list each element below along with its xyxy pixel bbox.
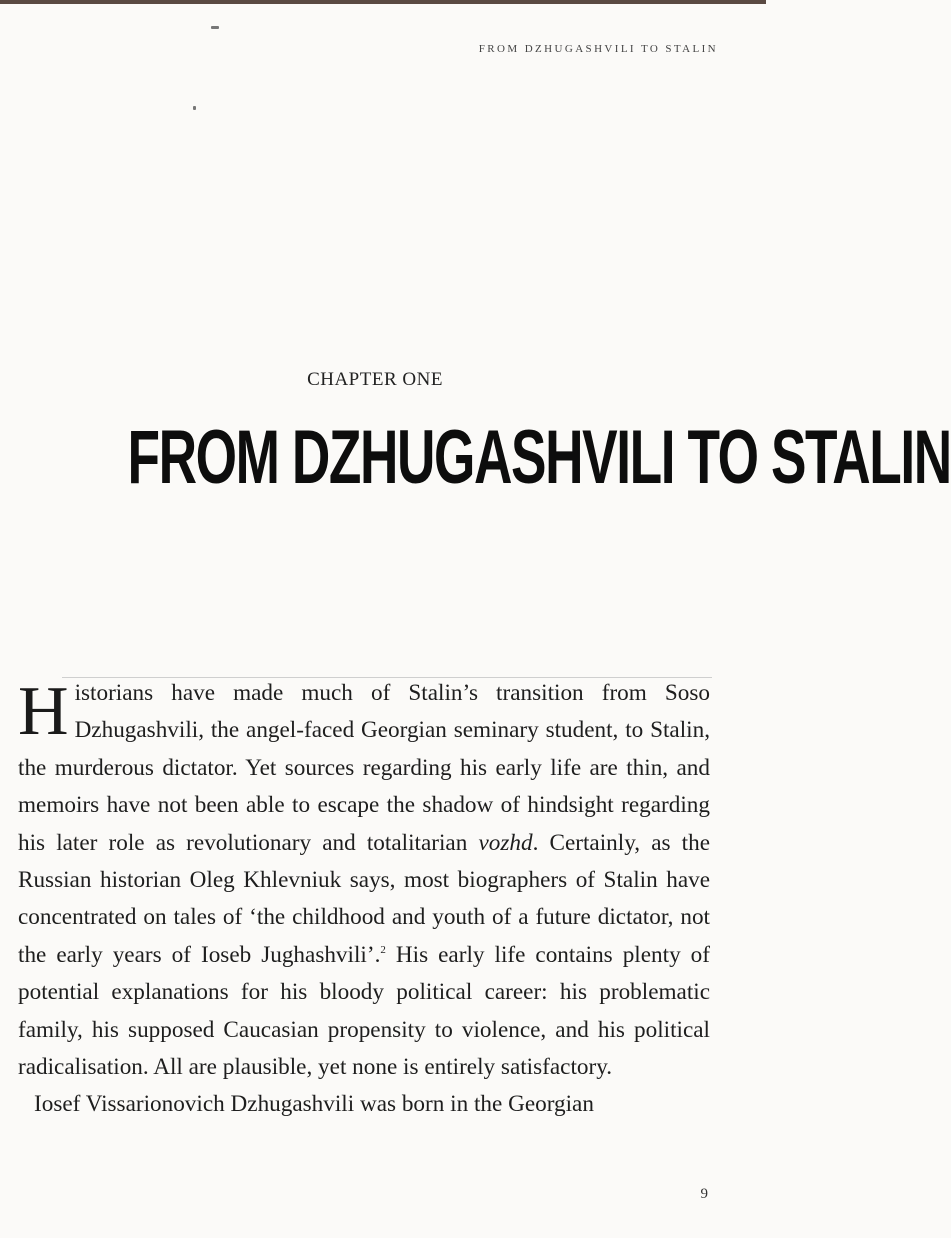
page-number: 9 [700,1186,708,1202]
paragraph-2: Iosef Vissarionovich Dzhugashvili was born in the Georgian [34,1091,594,1118]
scan-speck [193,106,196,110]
chapter-label: CHAPTER ONE [307,369,443,390]
body-text [18,675,710,1124]
italic-term: vozhd [478,829,533,856]
drop-cap: H [18,673,69,750]
paragraph-1-text-b: . Certainly, as the Russian historian Oleg Khlevniuk says, most biographers of Stalin have concentrated on tales of ‘the childhood and youth of a future dictator, not the early years of Ioseb Jughashvili’. [18,829,711,968]
paragraph-1-text-c: His early life contains plenty of potential explanations for his bloody political career: his problematic family, his supposed Caucasian propensity to violence, and his political radicalisation. All are plausible, yet none is entirely satisfactory. [18,941,710,1081]
paragraph-1 [18,675,710,1086]
running-head: FROM DZHUGASHVILI TO STALIN [478,43,718,55]
page-top-edge [0,0,766,4]
paragraph-1-text-a: istorians have made much of Stalin’s transition from Soso Dzhugashvili, the angel-faced Georgian seminary student, to Stalin, the murderous dictator. Yet sources regarding his early life are thin, and memoirs have not been able to escape the shadow of hindsight regarding his later role as revolutionary and totalitarian [18,680,710,856]
scan-speck [211,26,219,29]
footnote-reference[interactable]: 2 [380,943,386,956]
chapter-title: FROM DZHUGASHVILI TO STALIN [127,415,951,500]
